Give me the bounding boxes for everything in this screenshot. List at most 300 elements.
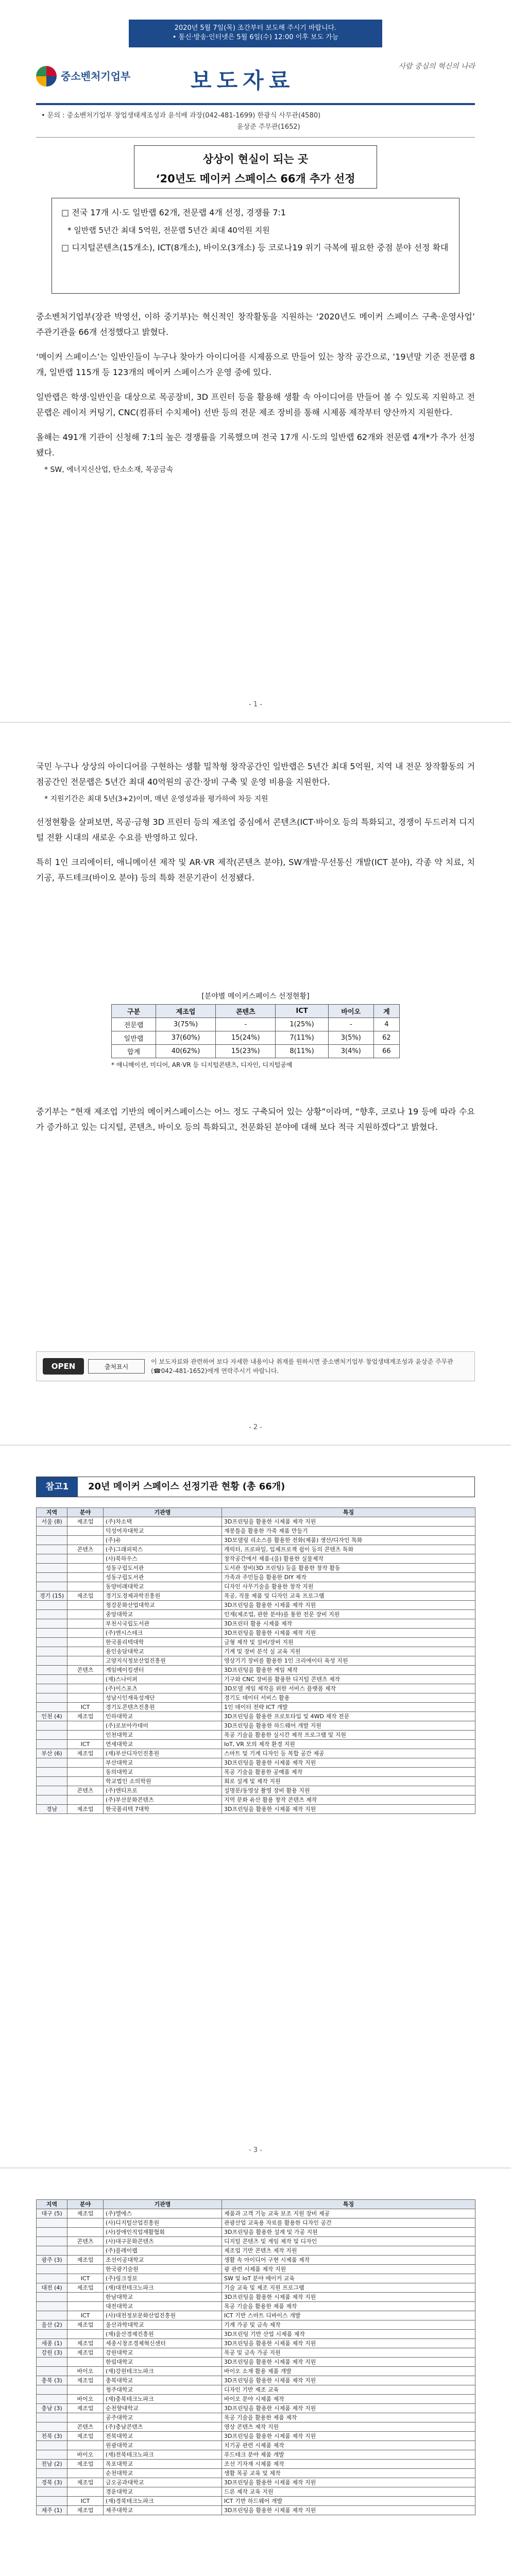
field-cell (67, 1777, 104, 1786)
region-cell: 광주 (3) (37, 2256, 67, 2265)
page-1 (0, 0, 511, 723)
table-row (37, 2460, 475, 2469)
table-row (37, 1805, 475, 1814)
table-row (37, 1527, 475, 1536)
feature-cell: 3D프린팅을 활용한 시제품 제작 지원 (222, 2432, 475, 2441)
feature-cell: 3D프린팅을 활용한 게임 제작 (222, 1666, 475, 1675)
table-row (37, 2385, 475, 2395)
feature-cell: 재봉틀을 활용한 가죽 제품 만들기 (222, 1527, 475, 1536)
institution-cell: 성남시인재육성재단 (104, 1693, 222, 1703)
region-cell: 대전 (4) (37, 2283, 67, 2293)
institution-cell: 대전대학교 (104, 2302, 222, 2311)
feature-cell: SW 및 IoT 분야 메이커 교육 (222, 2274, 475, 2283)
table-cell: 15(24%) (216, 1031, 276, 1045)
table-cell: 1(25%) (276, 1018, 328, 1031)
region-cell (37, 2311, 67, 2320)
institution-cell: 연세대학교 (104, 1740, 222, 1749)
masthead (36, 61, 475, 97)
institution-cell: (사)대전정보문화산업진흥원 (104, 2311, 222, 2320)
field-cell: ICT (67, 1703, 104, 1712)
table-cell: - (328, 1018, 373, 1031)
feature-cell: 광 관련 시제품 제작 지원 (222, 2265, 475, 2274)
paragraph-4: 올해는 491개 기관이 신청해 7:1의 높은 경쟁률을 기록했으며 전국 17개 시·도의 일반랩 62개와 전문랩 4개*가 추가 선정됐다. (36, 432, 475, 457)
region-cell (37, 1721, 67, 1731)
feature-cell: 3D프린팅을 활용한 시제품 제작 지원 (222, 2358, 475, 2367)
field-cell (67, 2487, 104, 2497)
table-row (37, 2320, 475, 2330)
table-row (37, 1703, 475, 1712)
table-cell: 전문랩 (112, 1018, 156, 1031)
field-cell (67, 1638, 104, 1647)
institution-cell: 경기도콘텐츠진흥원 (104, 1703, 222, 1712)
institution-cell: (사)북하우스 (104, 1554, 222, 1564)
field-cell (67, 2441, 104, 2450)
embargo-notice (129, 20, 382, 47)
feature-cell: 3D프린팅을 활용한 설계 및 가공 지원 (222, 2228, 475, 2237)
region-cell (37, 1666, 67, 1675)
region-cell: 서울 (8) (37, 1517, 67, 1527)
feature-cell: 목공 기술을 활용한 제품 제작 (222, 2413, 475, 2422)
feature-cell: 목공 및 금속 가공 지원 (222, 2348, 475, 2358)
table-row (37, 2283, 475, 2293)
field-cell (67, 1721, 104, 1731)
table-row (37, 2413, 475, 2422)
region-cell: 강원 (3) (37, 2348, 67, 2358)
slogan: 사람 중심의 혁신의 나라 (398, 62, 475, 71)
embargo-line-2: • 통신‧방송‧인터넷은 5월 6일(수) 12:00 이후 보도 가능 (172, 33, 339, 41)
table-row (37, 2497, 475, 2506)
field-cell (67, 1536, 104, 1545)
region-cell: 충남 (3) (37, 2404, 67, 2413)
region-cell (37, 2330, 67, 2339)
institution-cell: 인천대학교 (104, 1731, 222, 1740)
open-license-banner (36, 1351, 475, 1381)
institution-cell: 제주대학교 (104, 2506, 222, 2515)
field-cell (67, 2385, 104, 2395)
col-header-institution: 기관명 (104, 1508, 222, 1517)
field-cell: 제조업 (67, 2283, 104, 2293)
table-row (37, 1740, 475, 1749)
feature-cell: 3D프린팅을 활용한 시제품 제작 지원 (222, 1601, 475, 1610)
institution-cell: (사)대구문화콘텐츠 (104, 2237, 222, 2246)
paragraph-5-note: * 지원기간은 최대 5년(3+2)이며, 매년 운영성과를 평가하여 차등 지원 (44, 795, 268, 803)
table-cell: 40(62%) (156, 1045, 215, 1058)
region-cell (37, 2487, 67, 2497)
region-cell (37, 1693, 67, 1703)
institution-cell: 공주대학교 (104, 2413, 222, 2422)
field-cell: 제조업 (67, 2432, 104, 2441)
table-row (37, 2506, 475, 2515)
region-cell (37, 1656, 67, 1666)
institution-table-part-2 (36, 2199, 475, 2515)
region-cell (37, 1731, 67, 1740)
field-cell: 바이오 (67, 2367, 104, 2376)
region-cell: 전북 (3) (37, 2432, 67, 2441)
institution-cell: (주)엔시스테크 (104, 1629, 222, 1638)
region-cell (37, 2228, 67, 2237)
institution-cell: (주)이스포츠 (104, 1684, 222, 1693)
agency-name: 중소벤처기업부 (61, 70, 131, 82)
feature-cell: 영상기기 장비를 활용한 1인 크리에이터 육성 지원 (222, 1656, 475, 1666)
field-cell (67, 1554, 104, 1564)
table-cell: 3(75%) (156, 1018, 215, 1031)
table-row (37, 2311, 475, 2320)
table-cell: 15(23%) (216, 1045, 276, 1058)
field-cell (67, 2413, 104, 2422)
feature-cell: 3D프린팅을 활용한 시제품 제작 지원 (222, 1517, 475, 1527)
institution-cell: 한국폴리텍 7대학 (104, 1805, 222, 1814)
field-cell: ICT (67, 1740, 104, 1749)
field-cell (67, 2228, 104, 2237)
col-header-institution: 기관명 (104, 2200, 222, 2209)
institution-cell: (재)스나이퍼 (104, 1675, 222, 1684)
table-row (37, 2237, 475, 2246)
feature-cell: 지역 문화 유산 활용 창작 콘텐츠 제작 (222, 1795, 475, 1805)
table-row (37, 1545, 475, 1554)
field-cell: 콘텐츠 (67, 2237, 104, 2246)
paragraph-2: ‘메이커 스페이스’는 일반인들이 누구나 찾아가 아이디어를 시제품으로 만들어 있는 창작 공간으로, ’19년말 기준 전문랩 8개, 일반랩 115개 등 123개의 메이커 스페이스가 운영 중에 있다. (36, 352, 475, 377)
table-row (37, 2441, 475, 2450)
table-row (37, 2478, 475, 2487)
institution-cell: 경운대학교 (104, 2487, 222, 2497)
region-cell: 부산 (6) (37, 1749, 67, 1758)
open-badge: OPEN (43, 1358, 84, 1375)
field-cell: 제조업 (67, 1591, 104, 1601)
feature-cell: 스마트 및 기계 디자인 등 복합 공간 제공 (222, 1749, 475, 1758)
table-header-row (37, 1508, 475, 1517)
institution-cell: 청주대학교 (104, 2385, 222, 2395)
feature-cell: 도서관 장비(3D 프린팅) 등을 활용한 창작 활동 (222, 1564, 475, 1573)
table-row (37, 2209, 475, 2218)
feature-cell: IoT, VR 모의 제작 환경 지원 (222, 1740, 475, 1749)
appendix-title: 20년 메이커 스페이스 선정기관 현황 (총 66개) (88, 1481, 285, 1492)
institution-cell: (재)울산경제진흥원 (104, 2330, 222, 2339)
table-row (37, 1749, 475, 1758)
table-row (37, 2274, 475, 2283)
table-row (112, 1045, 400, 1058)
region-cell (37, 1675, 67, 1684)
table-cell: 4 (373, 1018, 399, 1031)
license-text: 이 보도자료와 관련하여 보다 자세한 내용이나 취재를 원하시면 중소벤처기업부 창업생태계조성과 윤상준 주무관(☎042-481-1652)에게 연락주시기 바랍니다. (151, 1358, 453, 1375)
institution-cell: 성동구립도서관 (104, 1564, 222, 1573)
feature-cell: 목공 기술을 활용한 공예품 제작 (222, 1768, 475, 1777)
col-header: ICT (276, 1005, 328, 1018)
institution-cell: 부천시국립도서관 (104, 1619, 222, 1629)
region-cell (37, 1527, 67, 1536)
feature-cell: 바이오 소재 활용 제품 개발 (222, 2367, 475, 2376)
feature-cell: 회로 설계 및 제작 지원 (222, 1777, 475, 1786)
body-section-2 (36, 759, 475, 895)
feature-cell: 3D프린팅을 활용한 시제품 제작 지원 (222, 2339, 475, 2348)
summary-item-1: □ 전국 17개 시·도 일반랩 62개, 전문랩 4개 선정, 경쟁률 7:1 (61, 208, 286, 217)
feature-cell: 조선 기자재 시제품 제작 (222, 2460, 475, 2469)
institution-cell: 금오공과대학교 (104, 2478, 222, 2487)
region-cell (37, 1573, 67, 1582)
field-cell: ICT (67, 2274, 104, 2283)
table-row (112, 1018, 400, 1031)
region-cell (37, 2358, 67, 2367)
field-cell (67, 1731, 104, 1740)
taegeuk-logo-icon (36, 66, 57, 87)
institution-cell: 세종시창조경제혁신센터 (104, 2339, 222, 2348)
contact-line-2: 윤상준 주무관(1652) (237, 123, 300, 131)
field-cell (67, 1619, 104, 1629)
region-cell: 제주 (1) (37, 2506, 67, 2515)
table-row (37, 1601, 475, 1610)
field-cell: 제조업 (67, 2320, 104, 2330)
page-4 (0, 2168, 511, 2576)
institution-cell: 부산대학교 (104, 1758, 222, 1768)
table-row (37, 2432, 475, 2441)
region-cell (37, 1647, 67, 1656)
region-cell (37, 1629, 67, 1638)
feature-cell: 기술 교육 및 제조 지원 프로그램 (222, 2283, 475, 2293)
region-cell (37, 1545, 67, 1554)
institution-cell: 강원대학교 (104, 2348, 222, 2358)
region-cell (37, 1564, 67, 1573)
table-row (37, 1591, 475, 1601)
document-title: 보도자료 (191, 68, 295, 93)
table-row (37, 1684, 475, 1693)
table-row (37, 1554, 475, 1564)
institution-cell: (재)부산디자인진흥원 (104, 1749, 222, 1758)
institution-cell: (주)부산문화콘텐츠 (104, 1795, 222, 1805)
region-cell (37, 2385, 67, 2395)
region-cell (37, 1758, 67, 1768)
field-cell (67, 1795, 104, 1805)
institution-cell: (재)전북테크노파크 (104, 2450, 222, 2460)
table-row (37, 1786, 475, 1795)
field-cell (67, 2293, 104, 2302)
table-row (37, 1777, 475, 1786)
region-cell: 경남 (37, 1805, 67, 1814)
col-header-field: 분야 (67, 2200, 104, 2209)
field-cell: 콘텐츠 (67, 1666, 104, 1675)
region-cell (37, 2441, 67, 2450)
feature-cell: ICT 기반 하드웨어 개발 (222, 2497, 475, 2506)
table-row (37, 2487, 475, 2497)
col-header-feature: 특징 (222, 1508, 475, 1517)
field-cell (67, 2246, 104, 2256)
feature-cell: 3D모델링 리소스를 활용한 전화(제품) 생산/디자인 특화 (222, 1536, 475, 1545)
appendix-tag: 참고1 (37, 1477, 78, 1497)
table-row (37, 1656, 475, 1666)
institution-cell: 청강문화산업대학교 (104, 1601, 222, 1610)
appendix-header (36, 1477, 475, 1497)
field-cell (67, 1527, 104, 1536)
feature-cell: 디자인 기반 제조 교육 (222, 2385, 475, 2395)
table-row (37, 1693, 475, 1703)
field-cell: ICT (67, 2311, 104, 2320)
region-cell (37, 1777, 67, 1786)
col-header: 제조업 (156, 1005, 215, 1018)
field-cell: 바이오 (67, 2450, 104, 2460)
feature-cell: 목공 기술을 활용한 제품 제작 (222, 2302, 475, 2311)
institution-cell: (재)대전테크노파크 (104, 2283, 222, 2293)
feature-cell: 창작공간에서 제품-(을) 활용한 실물제작 (222, 1554, 475, 1564)
feature-cell: 3D프린팅을 활용한 시제품 제작 지원 (222, 2293, 475, 2302)
col-header-field: 분야 (67, 1508, 104, 1517)
appendix-table-wrap-2 (36, 2199, 475, 2515)
headline-line-1: 상상이 현실이 되는 곳 (202, 153, 309, 165)
feature-cell: 기계 가공 및 금속 제작 (222, 2320, 475, 2330)
region-cell: 대구 (5) (37, 2209, 67, 2218)
page-number-3: - 3 - (249, 2146, 262, 2154)
table-row (37, 1795, 475, 1805)
institution-cell: (주)로보아카데미 (104, 1721, 222, 1731)
table-row (37, 2218, 475, 2228)
table-cell: 3(4%) (328, 1045, 373, 1058)
feature-cell: 캐릭터, 프로파일, 입체프로젝 쉽이 등의 콘텐츠 특화 (222, 1545, 475, 1554)
field-cell (67, 2469, 104, 2478)
field-table-section (36, 991, 475, 1069)
headline-box (134, 145, 377, 189)
field-table-note: * 애니메이션, 미디어, AR·VR 등 디지털콘텐츠, 디자인, 디지털공예 (111, 1061, 293, 1069)
feature-cell: 치기공 관련 시제품 제작 (222, 2441, 475, 2450)
table-row (37, 1638, 475, 1647)
paragraph-7: 특히 1인 크리에이터, 애니메이션 제작 및 AR·VR 제작(콘텐츠 분야), SW개발‧무선통신 개발(ICT 분야), 각종 약 치료, 치기공, 푸드테크(바이오 분야) 등의 특화 전문기관이 선정됐다. (36, 857, 475, 883)
region-cell (37, 2265, 67, 2274)
institution-cell: (주)충남콘텐츠 (104, 2422, 222, 2432)
table-row (37, 1610, 475, 1619)
field-cell: 콘텐츠 (67, 1545, 104, 1554)
table-row (37, 2228, 475, 2237)
institution-cell: 중앙대학교 (104, 1610, 222, 1619)
institution-cell: (주)유 (104, 1536, 222, 1545)
region-cell: 인천 (4) (37, 1712, 67, 1721)
field-cell (67, 1684, 104, 1693)
institution-cell: (재)충북테크노파크 (104, 2395, 222, 2404)
institution-cell: 울산과학대학교 (104, 2320, 222, 2330)
region-cell: 전남 (2) (37, 2460, 67, 2469)
feature-cell: 경기도 데이터 서비스 활용 (222, 1693, 475, 1703)
institution-cell: 게임메이킹센터 (104, 1666, 222, 1675)
institution-cell: 원광대학교 (104, 2441, 222, 2450)
feature-cell: 생활 속 아이디어 구현 시제품 제작 (222, 2256, 475, 2265)
feature-cell: 3D프린팅을 활용한 시제품 제작 지원 (222, 2404, 475, 2413)
institution-cell: 충북대학교 (104, 2376, 222, 2385)
feature-cell: 디지털 콘텐츠 및 게임 제작 및 디자인 (222, 2237, 475, 2246)
page-3 (0, 1446, 511, 2168)
table-row (37, 2469, 475, 2478)
page-number-1: - 1 - (249, 701, 262, 708)
region-cell (37, 1554, 67, 1564)
field-cell: 제조업 (67, 2506, 104, 2515)
feature-cell: 기계 및 장비 분석 실 교육 지원 (222, 1647, 475, 1656)
table-row (37, 2422, 475, 2432)
institution-cell: (재)경북테크노파크 (104, 2497, 222, 2506)
feature-cell: 3D프린팅을 활용한 시제품 제작 지원 (222, 2376, 475, 2385)
field-cell (67, 1693, 104, 1703)
region-cell (37, 2469, 67, 2478)
field-cell (67, 1582, 104, 1591)
feature-cell: 3D프린팅을 활용한 프로토타입 및 4WD 제작 전문 (222, 1712, 475, 1721)
table-row (37, 2246, 475, 2256)
institution-cell: (사)디지털산업진흥원 (104, 2218, 222, 2228)
field-table (111, 1004, 400, 1058)
region-cell (37, 2246, 67, 2256)
table-cell: 3(5%) (328, 1031, 373, 1045)
header-divider (36, 103, 475, 105)
feature-cell: 기구와 CNC 장비를 활용한 디지털 콘텐츠 제작 (222, 1675, 475, 1684)
field-cell: 제조업 (67, 1712, 104, 1721)
col-header-region: 지역 (37, 2200, 67, 2209)
table-header-row (37, 2200, 475, 2209)
field-cell: 제조업 (67, 2460, 104, 2469)
feature-cell: 영상 콘텐츠 제작 지원 (222, 2422, 475, 2432)
field-cell: 제조업 (67, 1805, 104, 1814)
col-header: 계 (373, 1005, 399, 1018)
table-row (37, 1564, 475, 1573)
region-cell (37, 1786, 67, 1795)
region-cell (37, 1768, 67, 1777)
field-cell: 제조업 (67, 2478, 104, 2487)
contact-info (41, 110, 474, 133)
field-cell (67, 2218, 104, 2228)
field-cell: 제조업 (67, 2404, 104, 2413)
table-row (37, 1768, 475, 1777)
institution-cell: 목포대학교 (104, 2460, 222, 2469)
region-cell (37, 2450, 67, 2460)
field-cell (67, 1675, 104, 1684)
region-cell (37, 2497, 67, 2506)
appendix-table-wrap-1 (36, 1507, 475, 1814)
region-cell (37, 1601, 67, 1610)
feature-cell: 푸드테크 분야 제품 개발 (222, 2450, 475, 2460)
table-cell: - (216, 1018, 276, 1031)
table-cell: 66 (373, 1045, 399, 1058)
feature-cell: 3D프린팅 기반 산업 시제품 제작 (222, 2330, 475, 2339)
paragraph-4-note: * SW, 에너지신산업, 탄소소재, 목공금속 (44, 466, 174, 474)
institution-cell: 한남대학교 (104, 2293, 222, 2302)
institution-cell: 한림대학교 (104, 2358, 222, 2367)
feature-cell: 인재(제조업, 관한 분야)를 통한 전문 장비 지원 (222, 1610, 475, 1619)
table-row (37, 2348, 475, 2358)
table-row (37, 1582, 475, 1591)
summary-box (52, 198, 459, 294)
region-cell (37, 1703, 67, 1712)
col-header-feature: 특징 (222, 2200, 475, 2209)
institution-cell: 순천대학교 (104, 2469, 222, 2478)
table-row (37, 1721, 475, 1731)
field-table-caption: [분야별 메이커스페이스 선정현황] (201, 992, 310, 1001)
field-cell (67, 2330, 104, 2339)
region-cell (37, 2395, 67, 2404)
region-cell (37, 2413, 67, 2422)
institution-cell: 동의대학교 (104, 1768, 222, 1777)
feature-cell: 3D프린팅을 활용한 시제품 제작 지원 (222, 1629, 475, 1638)
institution-cell: (주)엔티프로 (104, 1786, 222, 1795)
region-cell (37, 1795, 67, 1805)
feature-cell: 3D프린팅을 활용한 시제품 제작 지원 (222, 1805, 475, 1814)
institution-cell: 한국광기술원 (104, 2265, 222, 2274)
feature-cell: 제품과 고객 기능 교육 보조 지원 장비 제공 (222, 2209, 475, 2218)
feature-cell: 가족과 주민들을 활용한 DIY 제작 (222, 1573, 475, 1582)
institution-cell: 경기도경제과학진흥원 (104, 1591, 222, 1601)
field-cell: ICT (67, 2497, 104, 2506)
paragraph-1: 중소벤처기업부(장관 박영선, 이하 중기부)는 혁신적인 창작활동을 지원하는 ‘2020년도 메이커 스페이스 구축·운영사업’ 주관기관을 66개 선정했다고 밝혔다. (36, 312, 475, 337)
col-header: 구분 (112, 1005, 156, 1018)
table-row (37, 2376, 475, 2385)
region-cell (37, 1684, 67, 1693)
table-cell: 8(11%) (276, 1045, 328, 1058)
field-table-header-row (112, 1005, 400, 1018)
feature-cell: 바이오 분야 시제품 제작 (222, 2395, 475, 2404)
feature-cell: 3D모델 게임 제작을 위한 서비스 플랫폼 제작 (222, 1684, 475, 1693)
field-cell (67, 1758, 104, 1768)
table-row (37, 1619, 475, 1629)
feature-cell: 3D프린팅을 활용한 시제품 제작 지원 (222, 2478, 475, 2487)
